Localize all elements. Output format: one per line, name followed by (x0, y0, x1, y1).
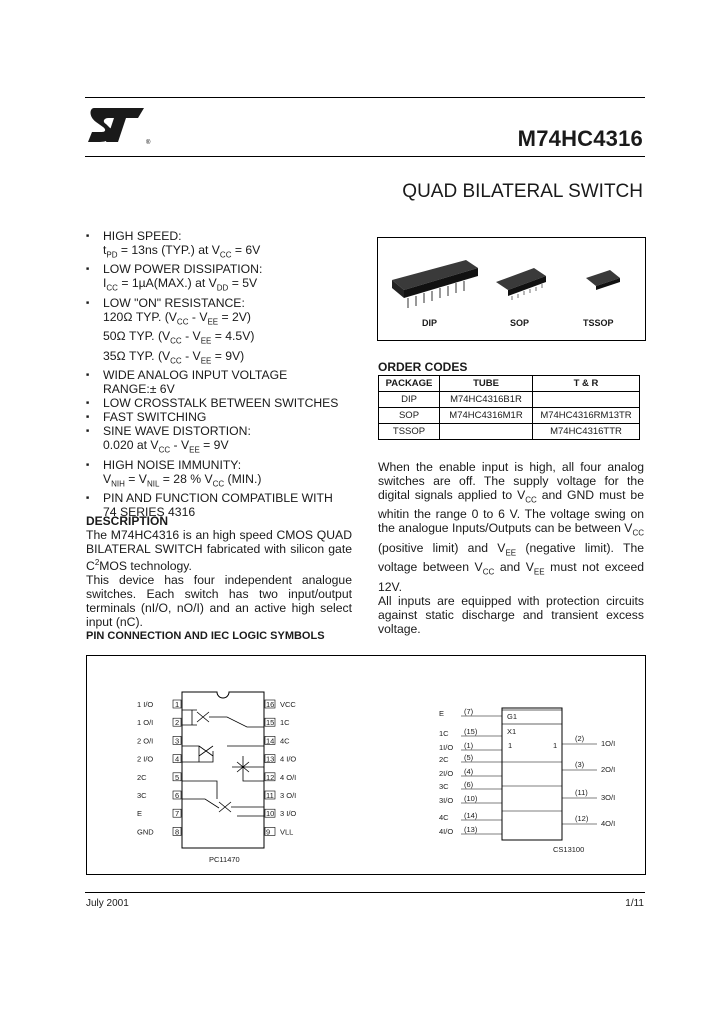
iec-input-number: (13) (464, 825, 478, 834)
order-codes-heading: ORDER CODES (378, 360, 468, 374)
pin-label: 1 I/O (137, 700, 154, 709)
dip-label: DIP (422, 318, 438, 328)
table-cell: M74HC4316M1R (440, 408, 533, 424)
iec-output-number: (12) (575, 814, 589, 823)
function-paragraph-2: All inputs are equipped with protection circuits against static discharge and transient excess voltage. (378, 593, 644, 636)
column-header: T & R (533, 376, 640, 392)
feature-item: ■ HIGH NOISE IMMUNITY: $V_{NIH} = V_{NIL} = 28$ % $V_{CC}$ (MIN.) (86, 458, 366, 491)
pin-number: 15 (266, 718, 275, 728)
functional-description (378, 460, 644, 636)
iec-input-number: (5) (464, 753, 474, 762)
table-cell: TSSOP (379, 424, 440, 440)
pin-number: 6 (175, 791, 180, 800)
svg-text:1: 1 (508, 741, 513, 750)
feature-item: ■ LOW "ON" RESISTANCE: 120Ω TYP. $(V_{CC} - V_{EE} = 2V)$ 50Ω TYP. $(V_{CC} - V_{EE} = 4.5V)$ 35Ω TYP. $(V_{CC} - V_{EE} = 9V)$ (86, 296, 366, 368)
feature-item: ■ LOW CROSSTALK BETWEEN SWITCHES (86, 396, 366, 410)
iec-input-number: (4) (464, 767, 474, 776)
part-number: M74HC4316 (517, 126, 643, 151)
pin-number: 16 (266, 700, 275, 709)
feature-item: ■ PIN AND FUNCTION COMPATIBLE WITH 74 SERIES 4316 (86, 491, 366, 519)
function-paragraph-1: When the enable input is high, all four analog switches are off. The supply voltage for the digital signals applied to $V_{CC}$ and GND must be whitin the range 0 to 6 V. The voltage swing on the analogue Inputs/Outputs can be between $V_{CC}$ (positive limit) and $V_{EE}$ (negative limit). The voltage between $V_{CC}$ and $V_{EE}$ must not exceed 12V. (378, 460, 644, 594)
description-block (86, 514, 352, 629)
iec-input-label: 4I/O (439, 827, 454, 836)
pin-number: 7 (175, 809, 180, 819)
pin-number: 5 (175, 772, 180, 782)
iec-input-number: (7) (464, 707, 474, 716)
tssop-package-icon (586, 270, 620, 290)
iec-output-label: 4O/I (601, 819, 616, 828)
pin-label: 2 O/I (137, 736, 154, 746)
feature-item: ■ WIDE ANALOG INPUT VOLTAGE RANGE:± 6V (86, 368, 366, 396)
feature-list (86, 229, 366, 519)
pin-number: 3 (175, 736, 180, 746)
tssop-label: TSSOP (583, 318, 614, 328)
iec-output-label: 3O/I (601, 793, 616, 802)
dip-package-icon (392, 260, 478, 308)
table-cell: M74HC4316B1R (440, 392, 533, 408)
description-heading: DESCRIPTION (86, 514, 169, 528)
pin-label: VLL (280, 827, 294, 837)
pin-number: 12 (266, 772, 275, 782)
iec-output-number: (2) (575, 734, 585, 743)
pin-label: 3 O/I (280, 791, 297, 800)
pin-label: 4 I/O (280, 754, 297, 764)
svg-text:1: 1 (553, 741, 558, 750)
iec-input-label: 2I/O (439, 769, 454, 778)
pin-label: E (137, 809, 143, 819)
footer-page: 1/11 (625, 898, 644, 909)
table-row (379, 392, 640, 408)
svg-text:PC11470: PC11470 (209, 855, 240, 864)
top-rule (85, 97, 645, 98)
title-rule (85, 156, 645, 157)
table-cell (440, 424, 533, 440)
footer-date: July 2001 (86, 898, 129, 909)
iec-input-label: 2C (439, 755, 449, 764)
svg-text:X1: X1 (507, 727, 517, 736)
pin-number: 14 (266, 736, 275, 746)
iec-input-number: (10) (464, 794, 478, 803)
iec-input-number: (6) (464, 780, 474, 789)
package-images (377, 237, 646, 341)
pin-number: 11 (266, 791, 274, 800)
table-cell: M74HC4316RM13TR (533, 408, 640, 424)
pin-number: 2 (175, 718, 180, 728)
feature-item: ■ SINE WAVE DISTORTION: 0.020 at $V_{CC} - V_{EE} = 9V$ (86, 424, 366, 457)
pin-number: 4 (175, 754, 180, 764)
pin-label: GND (137, 827, 154, 837)
table-cell (533, 392, 640, 408)
table-header-row (379, 376, 640, 392)
pin-label: 3C (137, 791, 147, 800)
pin-label: VCC (280, 700, 296, 709)
sop-package-icon (496, 268, 546, 300)
order-codes-table (378, 375, 640, 440)
column-header: PACKAGE (379, 376, 440, 392)
iec-output-label: 2O/I (601, 765, 616, 774)
pin-number: 8 (175, 827, 180, 837)
feature-item: ■ FAST SWITCHING (86, 410, 366, 424)
document-subtitle: QUAD BILATERAL SWITCH (402, 181, 643, 202)
pin-number: 9 (266, 827, 271, 837)
pin-label: 2C (137, 772, 147, 782)
svg-text:G1: G1 (507, 712, 518, 721)
iec-input-number: (14) (464, 811, 478, 820)
iec-input-number: (15) (464, 727, 478, 736)
table-cell: SOP (379, 408, 440, 424)
iec-input-label: E (439, 709, 445, 718)
iec-input-label: 4C (439, 813, 449, 822)
pin-label: 4C (280, 736, 290, 746)
pin-label: 1C (280, 718, 290, 728)
pin-connection-figure (86, 655, 646, 875)
feature-item: ■ LOW POWER DISSIPATION: $I_{CC} = 1\mu A(MAX.)$ at $V_{DD} = 5V$ (86, 262, 366, 295)
pin-label: 2 I/O (137, 754, 154, 764)
pin-number: 10 (266, 809, 275, 819)
pin-label: 1 O/I (137, 718, 154, 728)
table-row (379, 408, 640, 424)
description-p2: This device has four independent analogue switches. Each switch has two input/output terminals (nI/O, nO/I) and an active high select input (nC). (86, 573, 352, 630)
description-p1: The M74HC4316 is an high speed CMOS QUAD BILATERAL SWITCH fabricated with silicon gate $C^2MOS$ technology. (86, 528, 352, 574)
feature-item: ■ HIGH SPEED: $t_{PD} = 13ns$ (TYP.) at $V_{CC} = 6V$ (86, 229, 366, 262)
st-logo-icon (86, 104, 154, 146)
pin-number: 13 (266, 754, 275, 764)
pin-diagrams (87, 656, 645, 874)
pin-label: 3 I/O (280, 809, 297, 819)
svg-text:CS13100: CS13100 (553, 845, 585, 854)
iec-input-number: (1) (464, 741, 474, 750)
svg-text:®: ® (146, 140, 151, 146)
iec-input-label: 1C (439, 729, 449, 738)
table-cell: DIP (379, 392, 440, 408)
column-header: TUBE (440, 376, 533, 392)
iec-output-label: 1O/I (601, 739, 616, 748)
pin-connection-heading: PIN CONNECTION AND IEC LOGIC SYMBOLS (86, 630, 325, 642)
iec-input-label: 3I/O (439, 796, 454, 805)
iec-input-label: 3C (439, 782, 449, 791)
iec-output-number: (3) (575, 760, 585, 769)
iec-input-label: 1I/O (439, 743, 454, 752)
table-cell: M74HC4316TTR (533, 424, 640, 440)
table-row (379, 424, 640, 440)
iec-output-number: (11) (575, 788, 588, 797)
dip-pinout-diagram (137, 692, 296, 864)
sop-label: SOP (510, 318, 530, 328)
iec-logic-symbol (439, 707, 615, 854)
pin-number: 1 (175, 700, 180, 709)
pin-label: 4 O/I (280, 772, 297, 782)
footer-rule (85, 892, 645, 893)
